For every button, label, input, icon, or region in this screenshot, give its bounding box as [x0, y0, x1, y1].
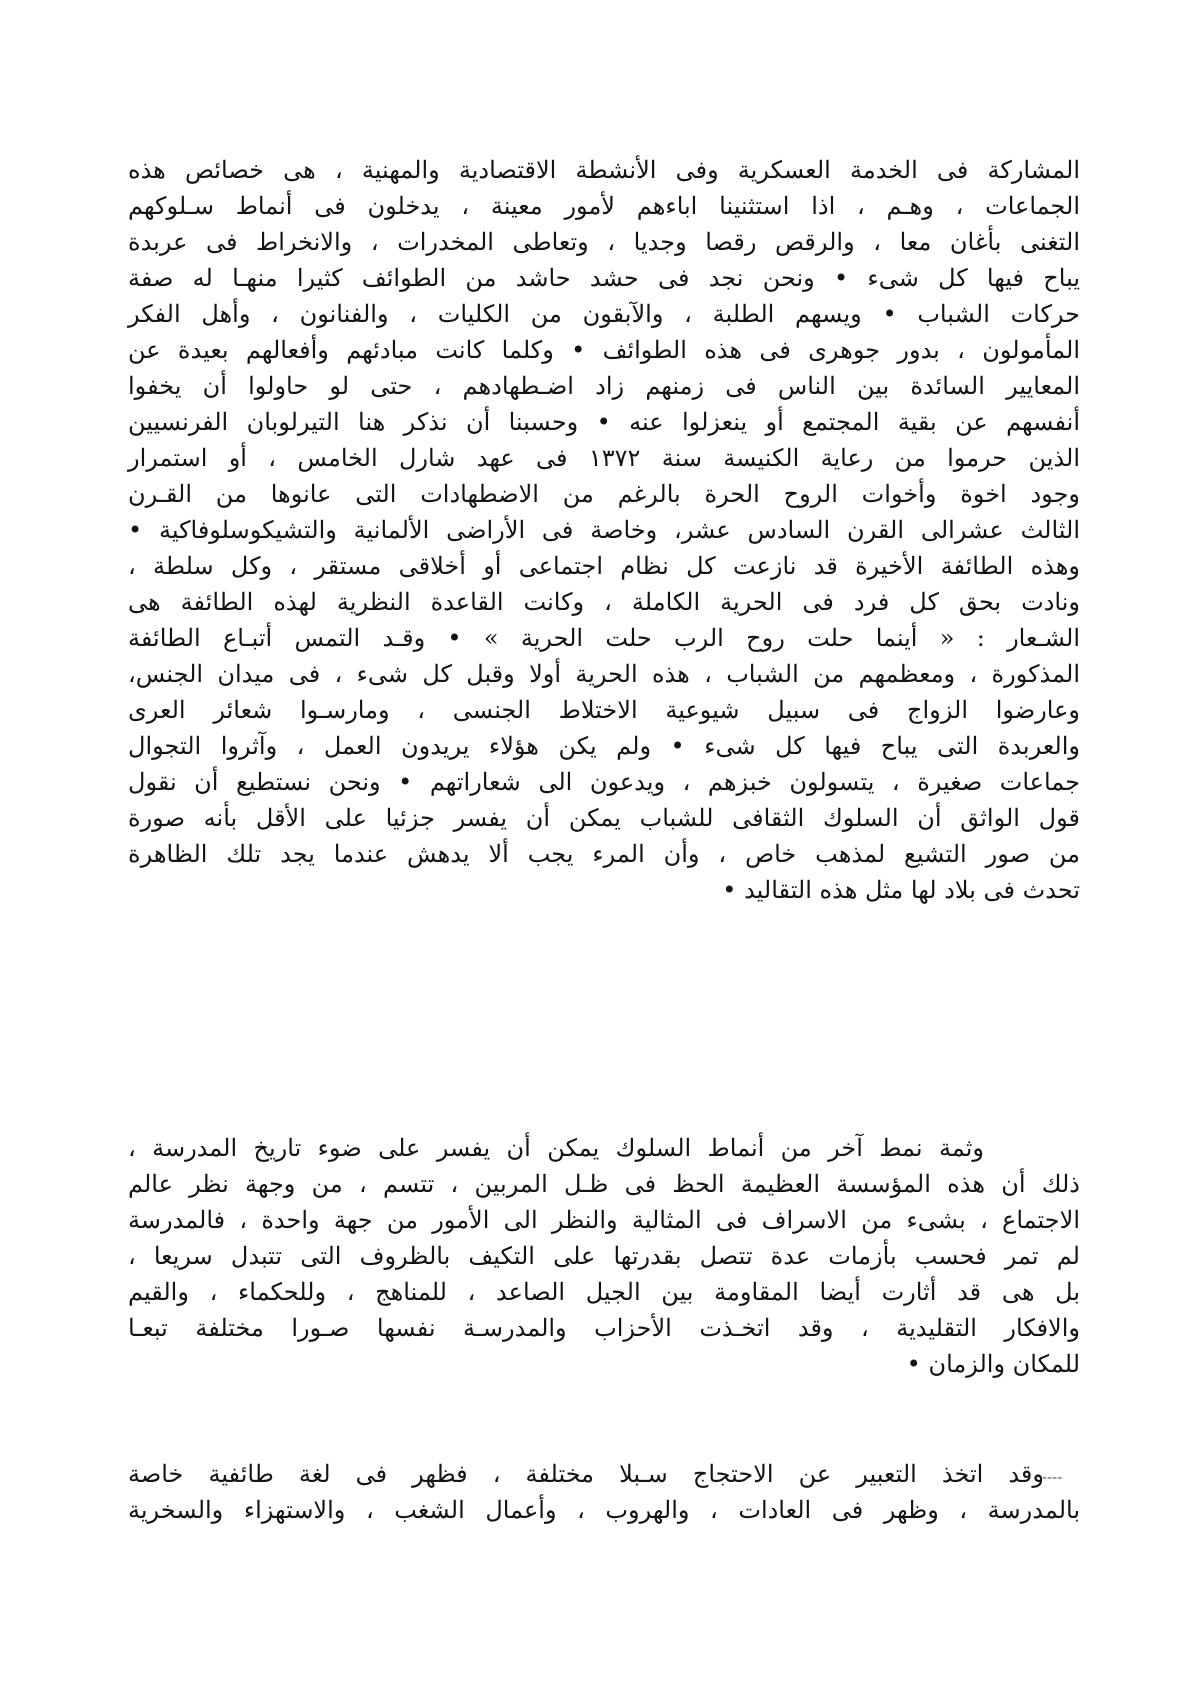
paragraph-2-line-2: ذلك أن هذه المؤسسة العظيمة الحظ فى ظـل المربين ، تتسم ، من وجهة نظر عالم	[128, 1170, 1080, 1198]
paragraph-1-line-6: المأمولون ، بدور جوهرى فى هذه الطوائف • وكلما كانت مبادئهم وأفعالهم بعيدة عن	[128, 336, 1080, 364]
paragraph-1-line-13: ونادت بحق كل فرد فى الحرية الكاملة ، وكانت القاعدة النظرية لهذه الطائفة هى	[128, 588, 1080, 616]
paragraph-1-line-21: تحدث فى بلاد لها مثل هذه التقاليد •	[722, 876, 1080, 904]
paragraph-1-line-7: المعايير السائدة بين الناس فى زمنهم زاد اضـطهادهم ، حتى لو حاولوا أن يخفوا	[128, 372, 1080, 400]
paragraph-3	[128, 1456, 1080, 1528]
paragraph-1-line-19: قول الواثق أن السلوك الثقافى للشباب يمكن أن يفسر جزئيا على الأقل بأنه صورة	[128, 804, 1080, 832]
paragraph-1-line-15: المذكورة ، ومعظمهم من الشباب ، هذه الحرية أولا وقبل كل شىء ، فى ميدان الجنس،	[128, 660, 1080, 688]
paragraph-1-line-2: الجماعات ، وهـم ، اذا استثنينا اباءهم لأمور معينة ، يدخلون فى أنماط سـلوكهم	[128, 192, 1080, 220]
paragraph-1-line-10: وجود اخوة وأخوات الروح الحرة بالرغم من الاضطهادات التى عانوها من القـرن	[128, 480, 1080, 508]
paragraph-1-line-12: وهذه الطائفة الأخيرة قد نازعت كل نظام اجتماعى أو أخلاقى مستقر ، وكل سلطة ،	[128, 552, 1080, 580]
paragraph-1-line-11: الثالث عشرالى القرن السادس عشر، وخاصة فى الأراضى الألمانية والتشيكوسلوفاكية •	[128, 516, 1080, 544]
paragraph-2-line-5: بل هى قد أثارت أيضا المقاومة بين الجيل الصاعد ، للمناهج ، وللحكماء ، والقيم	[128, 1278, 1080, 1306]
marginal-dash-mark: ----	[1042, 1470, 1063, 1486]
paragraph-1-line-3: التغنى بأغان معا ، والرقص رقصا وجديا ، وتعاطى المخدرات ، والانخراط فى عربدة	[128, 228, 1080, 256]
paragraph-1-line-18: جماعات صغيرة ، يتسولون خبزهم ، ويدعون الى شعاراتهم • ونحن نستطيع أن نقول	[128, 768, 1080, 796]
paragraph-1-line-1: المشاركة فى الخدمة العسكرية وفى الأنشطة الاقتصادية والمهنية ، هى خصائص هذه	[128, 156, 1080, 184]
paragraph-3-line-2: بالمدرسة ، وظهر فى العادات ، والهروب ، وأعمال الشغب ، والاستهزاء والسخرية	[128, 1496, 1080, 1524]
paragraph-2-line-3: الاجتماع ، بشىء من الاسراف فى المثالية والنظر الى الأمور من جهة واحدة ، فالمدرسة	[128, 1206, 1080, 1234]
paragraph-2-line-6: والافكار التقليدية ، وقد اتخـذت الأحزاب والمدرسـة نفسها صـورا مختلفة تبعـا	[128, 1314, 1080, 1342]
paragraph-2	[128, 1130, 1080, 1382]
paragraph-2-line-4: لم تمر فحسب بأزمات عدة تتصل بقدرتها على التكيف بالظروف التى تتبدل سريعا ،	[128, 1242, 1080, 1270]
paragraph-2-line-7: للمكان والزمان •	[906, 1350, 1080, 1378]
paragraph-1-line-14: الشـعار : « أينما حلت روح الرب حلت الحرية » • وقـد التمس أتبـاع الطائفة	[128, 624, 1080, 652]
paragraph-1-line-5: حركات الشباب • ويسهم الطلبة ، والآبقون من الكليات ، والفنانون ، وأهل الفكر	[128, 300, 1081, 328]
paragraph-3-line-1: وقد اتخذ التعبير عن الاحتجاج سـبلا مختلفة ، فظهر فى لغة طائفية خاصة	[128, 1460, 1044, 1488]
paragraph-1-line-17: والعربدة التى يباح فيها كل شىء • ولم يكن هؤلاء يريدون العمل ، وآثروا التجوال	[128, 732, 1080, 760]
paragraph-1-line-16: وعارضوا الزواج فى سبيل شيوعية الاختلاط الجنسى ، ومارسـوا شعائر العرى	[128, 696, 1080, 724]
paragraph-1	[128, 152, 1080, 908]
paragraph-2-line-1: وثمة نمط آخر من أنماط السلوك يمكن أن يفسر على ضوء تاريخ المدرسة ،	[128, 1134, 984, 1162]
paragraph-1-line-8: أنفسهم عن بقية المجتمع أو ينعزلوا عنه • وحسبنا أن نذكر هنا التيرلوبان الفرنسيين	[128, 408, 1080, 436]
paragraph-1-line-9: الذين حرموا من رعاية الكنيسة سنة ١٣٧٢ فى عهد شارل الخامس ، أو استمرار	[128, 444, 1080, 472]
paragraph-1-line-4: يباح فيها كل شىء • ونحن نجد فى حشد حاشد من الطوائف كثيرا منهـا له صفة	[128, 264, 1081, 292]
paragraph-1-line-20: من صور التشيع لمذهب خاص ، وأن المرء يجب ألا يدهش عندما يجد تلك الظاهرة	[128, 840, 1080, 868]
